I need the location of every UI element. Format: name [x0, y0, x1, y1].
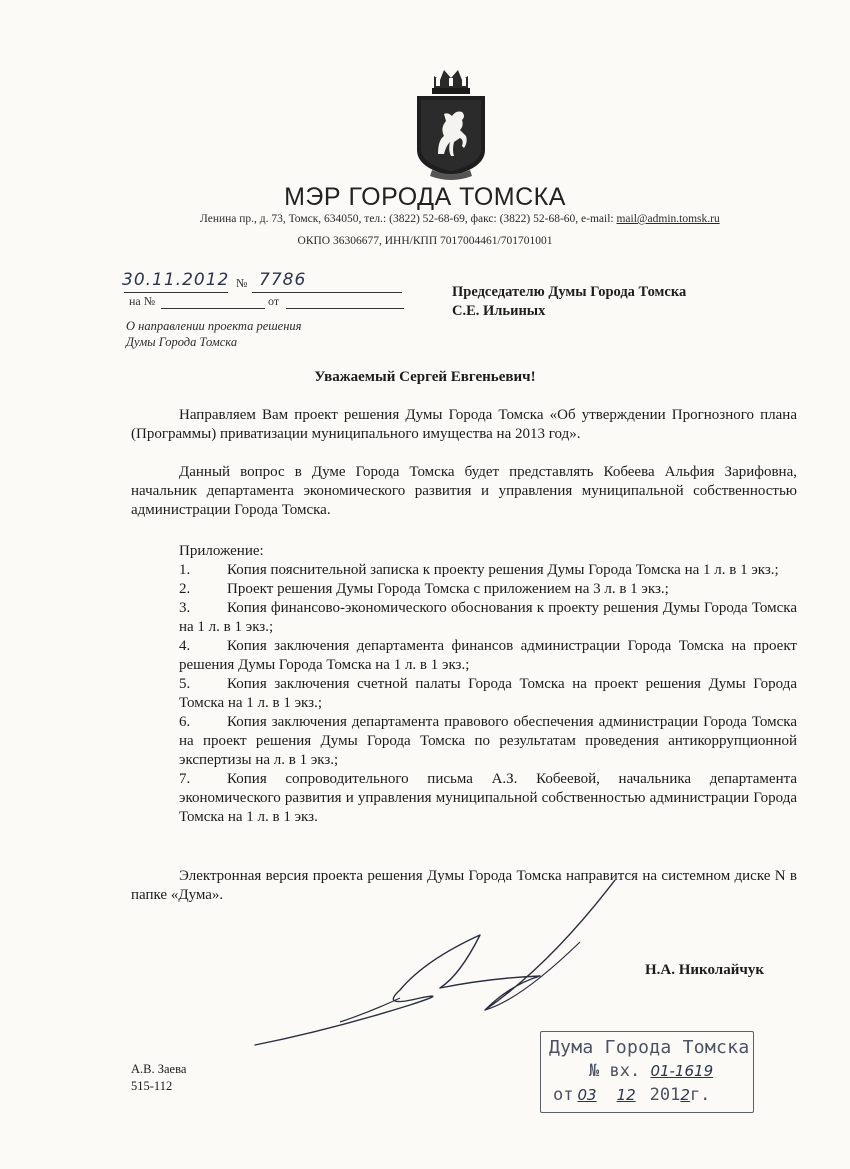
executor-phone: 515-112: [131, 1079, 173, 1093]
list-item-text: Проект решения Думы Города Томска с приложением на 3 л. в 1 экз.;: [227, 581, 669, 597]
outgoing-number: 7786: [259, 270, 307, 290]
list-item-number: 7.: [179, 771, 191, 787]
list-item: [179, 580, 797, 599]
list-item-number: 4.: [179, 638, 191, 654]
list-item: [179, 561, 797, 580]
list-item-text: Копия сопроводительного письма А.З. Кобеевой, начальника департамента экономического развития и управления муниципальной собственностью администрации Города Томска на 1 л. в 1 экз.: [179, 771, 797, 825]
address-line: [200, 213, 760, 225]
list-item-number: 5.: [179, 676, 191, 692]
stamp-day: 03: [577, 1086, 597, 1104]
subject-line-1: О направлении проекта решения: [126, 319, 302, 333]
recipient-title: Председателю Думы Города Томска: [452, 284, 687, 300]
stamp-month: 12: [616, 1086, 636, 1104]
paragraph-2-text: Данный вопрос в Думе Города Томска будет представлять Кобеева Альфия Зарифовна, начальник департамента экономического развития и управления муниципальной собственностью администрации Города Томска.: [131, 464, 797, 518]
stamp-year-digit: 2: [680, 1086, 690, 1104]
signer-name: Н.А. Николайчук: [645, 962, 764, 978]
list-item-text: Копия заключения счетной палаты Города Томска на проект решения Думы Города Томска на 1 л. в 1 экз.;: [179, 676, 797, 711]
list-item-number: 2.: [179, 581, 191, 597]
executor-name: А.В. Заева: [131, 1062, 187, 1076]
subject-line-2: Думы Города Томска: [126, 335, 238, 349]
stamp-incoming-label: № вх.: [589, 1061, 641, 1081]
list-item-number: 3.: [179, 600, 191, 616]
reply-number-underline: [161, 308, 265, 310]
list-item: [179, 637, 797, 675]
executor-block: [131, 1061, 186, 1095]
email-link[interactable]: mail@admin.tomsk.ru: [616, 213, 720, 225]
attachments-list: [179, 561, 797, 827]
list-item: [179, 599, 797, 637]
recipient-name: С.Е. Ильиных: [452, 303, 546, 319]
stamp-year-prefix: 201: [649, 1085, 681, 1105]
reply-date-label: от: [268, 294, 280, 308]
list-item: [179, 675, 797, 713]
reply-number-label: на №: [129, 294, 156, 308]
list-item: [179, 713, 797, 770]
body-paragraph-1: [131, 406, 797, 444]
address-text: Ленина пр., д. 73, Томск, 634050, тел.: (3822) 52-68-69, факс: (3822) 52-68-60, e-mail:: [200, 213, 617, 225]
list-item-number: 6.: [179, 714, 191, 730]
list-item-number: 1.: [179, 562, 191, 578]
stamp-date-prefix: от: [553, 1085, 574, 1105]
outgoing-date: 30.11.2012: [122, 270, 230, 290]
letter-subject: [126, 318, 302, 350]
list-item-text: Копия заключения департамента правового обеспечения администрации Города Томска на проект решения Думы Города Томска по результатам проведения антикоррупционной экспертизы на л. в 1 экз.;: [179, 714, 797, 768]
stamp-incoming-line: [589, 1061, 713, 1081]
greeting: Уважаемый Сергей Евгеньевич!: [314, 369, 536, 385]
body-paragraph-2: [131, 463, 797, 520]
stamp-incoming-number: 01-1619: [650, 1062, 714, 1080]
reply-date-underline: [286, 308, 404, 310]
list-item: [179, 770, 797, 827]
incoming-stamp: [540, 1031, 754, 1113]
okpo-line: ОКПО 36306677, ИНН/КПП 7017004461/701701001: [297, 235, 553, 247]
list-item-text: Копия финансово-экономического обоснования к проекту решения Думы Города Томска на 1 л. в 1 экз.;: [179, 600, 797, 635]
organization-title: МЭР ГОРОДА ТОМСКА: [284, 183, 566, 211]
attachments-label: Приложение:: [179, 543, 264, 559]
stamp-title: Дума Города Томска: [549, 1037, 750, 1058]
recipient-block: [452, 283, 686, 321]
list-item-text: Копия пояснительной записка к проекту решения Думы Города Томска на 1 л. в 1 экз.;: [227, 562, 779, 578]
stamp-date-line: [553, 1085, 710, 1105]
stamp-year-suffix: г.: [689, 1085, 711, 1105]
tomsk-coat-of-arms-icon: [414, 66, 488, 184]
paragraph-1-text: Направляем Вам проект решения Думы Города Томска «Об утверждении Прогнозного плана (Программы) приватизации муниципального имущества на 2013 год».: [131, 407, 797, 442]
handwritten-signature: [250, 880, 630, 1050]
list-item-text: Копия заключения департамента финансов администрации Города Томска на проект решения Думы Города Томска на 1 л. в 1 экз.;: [179, 638, 797, 673]
number-sign: №: [236, 276, 248, 290]
paragraph-3-text: Электронная версия проекта решения Думы Города Томска направится на системном диске N в папке «Дума».: [131, 868, 797, 903]
